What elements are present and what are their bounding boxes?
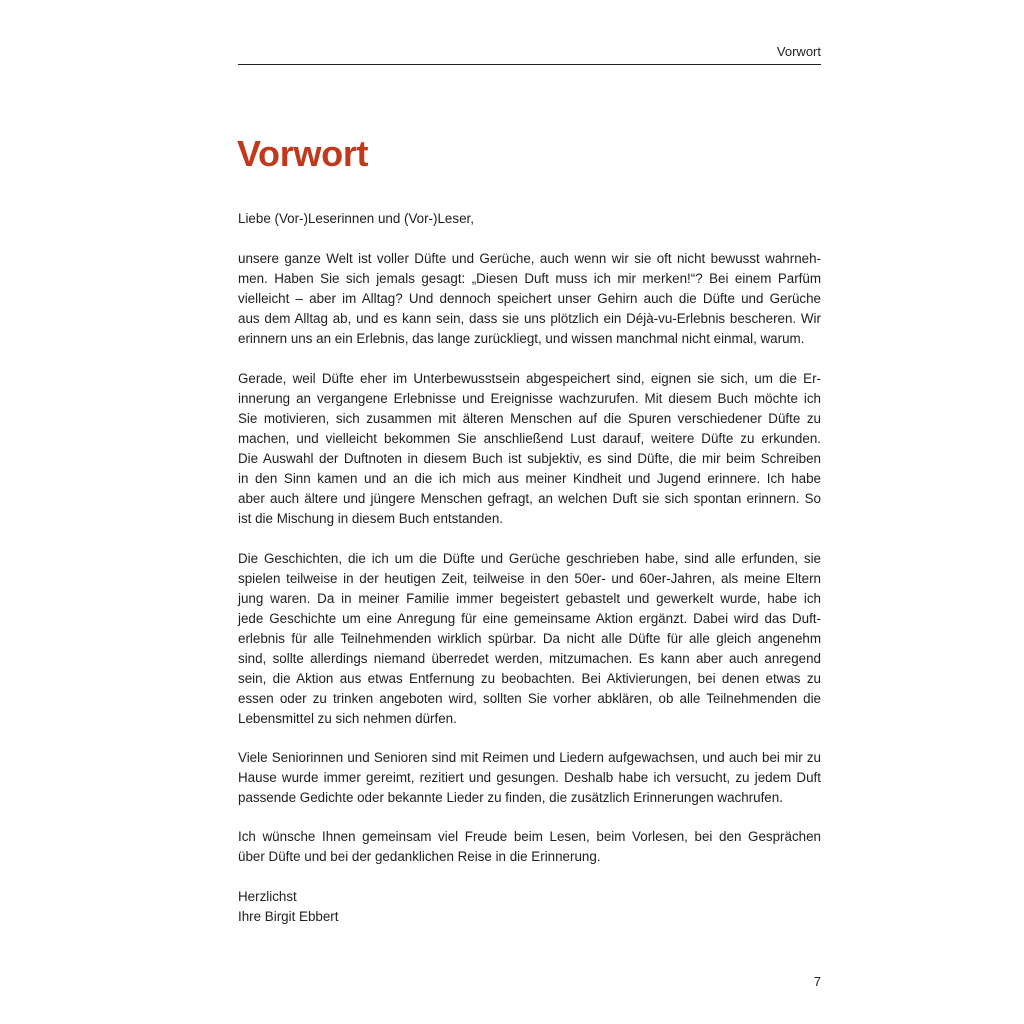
text-line: Gerade, weil Düfte eher im Unterbewusstsein abgespeichert sind, eignen sie sich, um die Er- — [238, 371, 821, 386]
text-line: aus dem Alltag ab, und es kann sein, dass sie uns plötzlich ein Déjà-vu-Erlebnis bescheren. Wir — [238, 310, 821, 326]
text-line: machen, und vielleicht bekommen Sie anschließend Lust darauf, weitere Düfte zu erkunden. — [238, 430, 821, 446]
closing-line: Herzlichst — [238, 889, 297, 904]
closing — [238, 887, 821, 927]
text-line: erinnern uns an ein Erlebnis, das lange zurückliegt, und wissen manchmal nicht einmal, warum. — [238, 330, 805, 346]
text-line: Die Geschichten, die ich um die Düfte und Gerüche geschrieben habe, sind alle erfunden, sie — [238, 551, 821, 566]
salutation — [238, 209, 821, 229]
text-line: sein, die Aktion aus etwas Entfernung zu beobachten. Bei Aktivierungen, bei denen etwas zu — [238, 670, 821, 686]
text-line: vielleicht – aber im Alltag? Und dennoch speichert unser Gehirn auch die Düfte und Gerüche — [238, 290, 821, 306]
text-line: sind, sollte allerdings niemand überredet werden, mitzumachen. Es kann aber auch anregend — [238, 650, 821, 666]
text-line: erlebnis für alle Teilnehmenden wirklich spürbar. Da nicht alle Düfte für alle gleich angenehm — [238, 630, 821, 646]
text-line: aber auch ältere und jüngere Menschen gefragt, an welchen Duft sie sich spontan erinnern. So — [238, 490, 821, 506]
text-line: unsere ganze Welt ist voller Düfte und Gerüche, auch wenn wir sie oft nicht bewusst wahrneh- — [238, 251, 821, 266]
text-line: in den Sinn kamen und an die ich mich aus meiner Kindheit und Jugend erinnere. Ich habe — [238, 470, 821, 486]
text-line: über Düfte und bei der gedanklichen Reise in die Erinnerung. — [238, 848, 601, 864]
text-line: men. Haben Sie sich jemals gesagt: „Diesen Duft muss ich mir merken!“? Bei einem Parfüm — [238, 270, 821, 286]
paragraph — [238, 748, 821, 808]
paragraph — [238, 549, 821, 728]
signature: Ihre Birgit Ebbert — [238, 908, 339, 924]
running-head: Vorwort — [776, 44, 821, 59]
text-line: innerung an vergangene Erlebnisse und Ereignisse wachzurufen. Mit diesem Buch möchte ich — [238, 390, 821, 406]
page-number: 7 — [813, 974, 821, 989]
text-line: Hause wurde immer gereimt, rezitiert und gesungen. Deshalb habe ich versucht, zu jedem Duft — [238, 769, 821, 785]
text-line: Viele Seniorinnen und Senioren sind mit Reimen und Liedern aufgewachsen, und auch bei mir zu — [238, 750, 821, 765]
text-line: jung waren. Da in meiner Familie immer begeistert gebastelt und gewerkelt wurde, habe ich — [238, 590, 821, 606]
paragraph — [238, 369, 821, 529]
salutation-text: Liebe (Vor-)Leserinnen und (Vor-)Leser, — [238, 211, 474, 226]
text-line: ist die Mischung in diesem Buch entstanden. — [238, 510, 503, 526]
text-line: essen oder zu trinken angeboten wird, sollten Sie vorher abklären, ob alle Teilnehmenden die — [238, 690, 821, 706]
text-line: Lebensmittel zu sich nehmen dürfen. — [238, 710, 457, 726]
text-line: Ich wünsche Ihnen gemeinsam viel Freude beim Lesen, beim Vorlesen, bei den Gesprächen — [238, 829, 821, 844]
text-line: jede Geschichte um eine Anregung für eine gemeinsame Aktion ergänzt. Dabei wird das Duft- — [238, 610, 821, 626]
text-line: Die Auswahl der Duftnoten in diesem Buch ist subjektiv, es sind Düfte, die mir beim Schreiben — [238, 450, 821, 466]
paragraph — [238, 249, 821, 349]
page-title: Vorwort — [237, 133, 369, 174]
text-line: Sie motivieren, sich zusammen mit älteren Menschen auf die Spuren verschiedener Düfte zu — [238, 410, 821, 426]
header-rule — [238, 64, 821, 65]
text-line: spielen teilweise in der heutigen Zeit, teilweise in den 50er- und 60er-Jahren, als meine Eltern — [238, 570, 821, 586]
text-line: passende Gedichte oder bekannte Lieder zu finden, die zusätzlich Erinnerungen wachrufen. — [238, 789, 783, 805]
paragraph — [238, 827, 821, 867]
